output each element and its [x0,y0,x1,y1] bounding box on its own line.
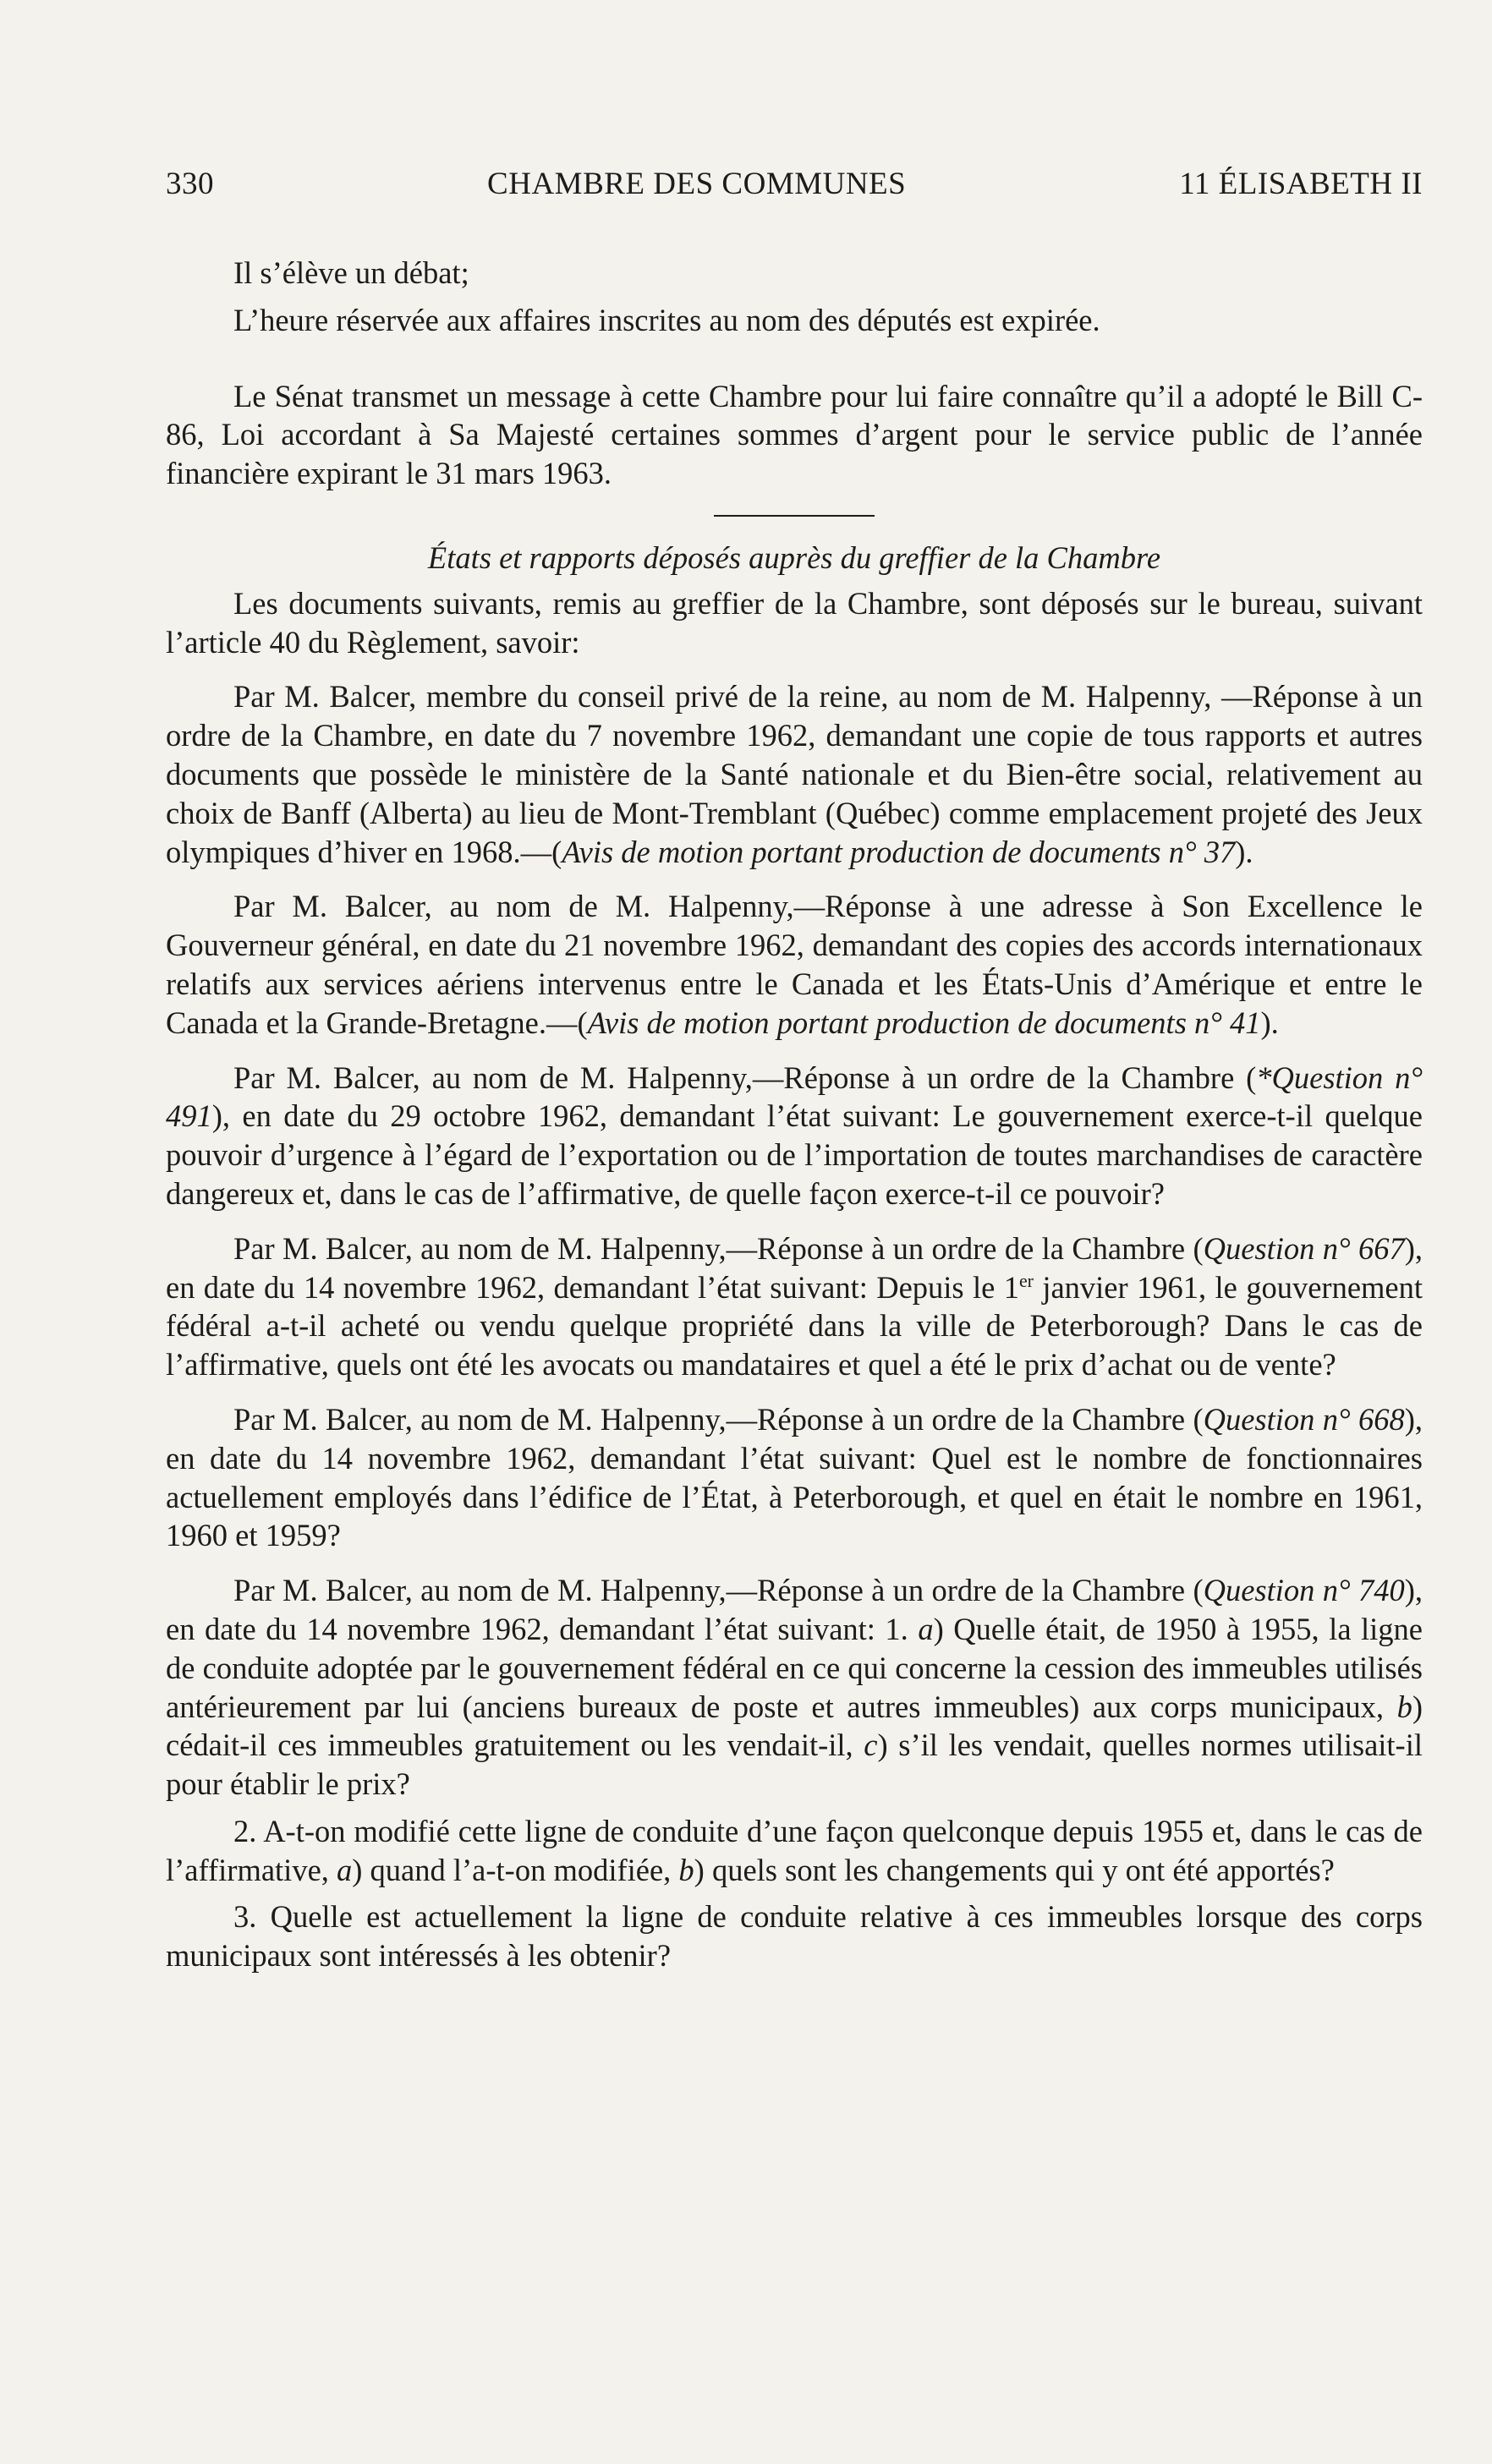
document-paragraph-5: Par M. Balcer, au nom de M. Halpenny,—Réponse à un ordre de la Chambre (Question n° 668), en date du 14 novembre 1962, demandant l’état suivant: Quel est le nombre de fonctionnaires actuellement employés dans l’édifice de l’État, à Peterborough, et quel en était le nombre en 1961, 1960 et 1959? [166,1401,1423,1553]
ordinal-superscript: er [1018,1269,1034,1291]
question-reference: Question n° 740 [1203,1573,1405,1608]
motion-reference: Avis de motion portant production de documents n° 37 [562,834,1236,869]
section-divider [714,515,875,517]
document-paragraph-1: Par M. Balcer, membre du conseil privé de la reine, au nom de M. Halpenny, —Réponse à un ordre de la Chambre, en date du 7 novembre 1962, demandant une copie de tous rapports et autres documents que possède le ministère de la Santé nationale et du Bien-être social, relativement au choix de Banff (Alberta) au lieu de Mont-Tremblant (Québec) comme emplacement projeté des Jeux olympiques d’hiver en 1968.—(Avis de motion portant production de documents n° 37). [166,679,1423,869]
debate-line: Il s’élève un débat; [233,255,469,290]
document-paragraph-4: Par M. Balcer, au nom de M. Halpenny,—Réponse à un ordre de la Chambre (Question n° 667), en date du 14 novembre 1962, demandant l’état suivant: Depuis le 1er janvier 1961, le gouvernement fédéral a-t-il acheté ou vendu quelque propriété dans la ville de Peterborough? Dans le cas de l’affirmative, quels ont été les avocats ou mandataires et quel a été le prix d’achat ou de vente? [166,1230,1423,1383]
motion-reference: Avis de motion portant production de documents n° 41 [587,1005,1261,1040]
body-text [166,254,1423,1975]
intro-paragraph: Les documents suivants, remis au greffier de la Chambre, sont déposés sur le bureau, suivant l’article 40 du Règlement, savoir: [166,585,1423,660]
journal-title: CHAMBRE DES COMMUNES [487,167,907,201]
senate-message-paragraph: Le Sénat transmet un message à cette Chambre pour lui faire connaître qu’il a adopté le Bill C-86, Loi accordant à Sa Majesté certaines sommes d’argent pour le service public de l’année financière expirant le 31 mars 1963. [166,378,1423,491]
reign-year: 11 ÉLISABETH II [1179,167,1423,201]
question-reference: Question n° 668 [1203,1401,1405,1437]
page-number: 330 [166,167,214,201]
document-paragraph-3: Par M. Balcer, au nom de M. Halpenny,—Réponse à un ordre de la Chambre (*Question n° 491), en date du 29 octobre 1962, demandant l’état suivant: Le gouvernement exerce-t-il quelque pouvoir d’urgence à l’égard de l’exportation ou de l’importation de toutes marchandises de caractère dangereux et, dans le cas de l’affirmative, de quelle façon exerce-t-il ce pouvoir? [166,1060,1423,1211]
section-heading: États et rapports déposés auprès du greffier de la Chambre [427,539,1161,575]
running-header [166,166,1423,202]
question-reference: *Question n° 491 [166,1060,1423,1134]
question-reference: Question n° 667 [1203,1230,1405,1266]
document-paragraph-2: Par M. Balcer, au nom de M. Halpenny,—Réponse à une adresse à Son Excellence le Gouverneur général, en date du 21 novembre 1962, demandant des copies des accords internationaux relatifs aux services aériens intervenus entre le Canada et les États-Unis d’Amérique et entre le Canada et la Grande-Bretagne.—(Avis de motion portant production de documents n° 41). [166,889,1423,1040]
question-part-3: 3. Quelle est actuellement la ligne de conduite relative à ces immeubles lorsque des corps municipaux sont intéressés à les obtenir? [166,1899,1423,1974]
document-paragraph-6: Par M. Balcer, au nom de M. Halpenny,—Réponse à un ordre de la Chambre (Question n° 740), en date du 14 novembre 1962, demandant l’état suivant: 1. a) Quelle était, de 1950 à 1955, la ligne de conduite adoptée par le gouvernement fédéral en ce qui concerne la cession des immeubles utilisés antérieurement par lui (anciens bureaux de poste et autres immeubles) aux corps municipaux, b) cédait-il ces immeubles gratuitement ou les vendait-il, c) s’il les vendait, quelles normes utilisait-il pour établir le prix? [166,1573,1423,1802]
hour-expired-line: L’heure réservée aux affaires inscrites au nom des députés est expirée. [233,302,1100,337]
question-part-2: 2. A-t-on modifié cette ligne de conduite d’une façon quelconque depuis 1955 et, dans le cas de l’affirmative, a) quand l’a-t-on modifiée, b) quels sont les changements qui y ont été apportés? [166,1813,1423,1887]
